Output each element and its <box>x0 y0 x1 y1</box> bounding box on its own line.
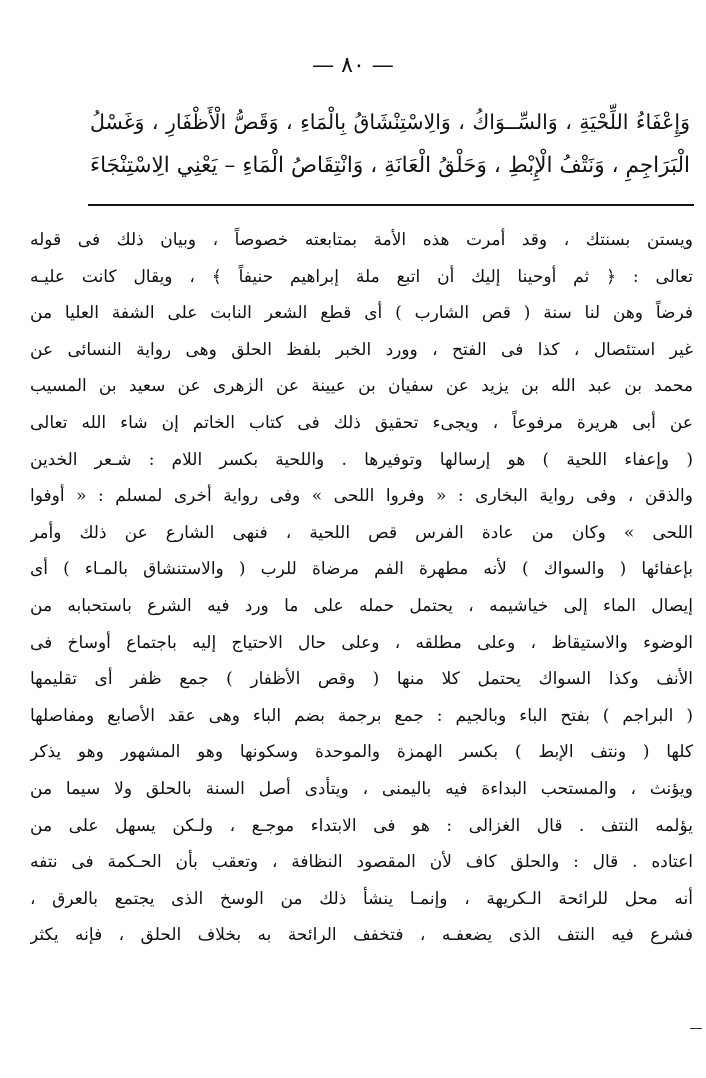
commentary-line: ويستن بسنتك ، وقد أمرت هذه الأمة بمتابعته خصوصاً ، وبيان ذلك فى قوله <box>30 230 693 250</box>
commentary-line: بإعفائها ( والسواك ) لأنه مطهرة الفم مرضاة للرب ( والاستنشاق بالمـاء ) أى <box>30 559 693 580</box>
commentary-text <box>30 222 693 954</box>
commentary-line: يؤلمه النتف . قال الغزالى : هو فى الابتداء موجـع ، ولـكن يسهل على من <box>30 815 693 836</box>
commentary-line: كلها ( ونتف الإبط ) بكسر الهمزة والموحدة وسكونها وهو المشهور وهو يذكر <box>30 742 693 763</box>
commentary-line: والذقن ، وفى رواية البخارى : « وفروا اللحى » وفى رواية أخرى لمسلم : « أوفوا <box>30 486 693 507</box>
commentary-line: ويؤنث ، والمستحب البداءة فيه باليمنى ، ويتأدى أصل السنة بالحلق ولا سيما من <box>30 778 693 799</box>
commentary-line: فشرع فيه النتف الذى يضعفـه ، فتخفف الرائحة به بخلاف الحلق ، فإنه يكثر <box>30 925 693 946</box>
page-number: — ٨٠ — <box>312 53 394 78</box>
hadith-text <box>90 100 690 188</box>
commentary-line: محمد بن عبد الله بن يزيد عن سفيان بن عيينة عن الزهرى عن سعيد بن المسيب <box>30 376 693 397</box>
commentary-line: الوضوء والاستيقاظ ، وعلى مطلقه ، وعلى حال الاحتياج إليه باجتماع أوساخ فى <box>30 632 693 653</box>
hadith-line: وَإِعْفَاءُ اللِّحْيَةِ ، وَالسِّــوَاكُ ، وَالِاسْتِنْشَاقُ بِالْمَاءِ ، وَقَصُّ الْأَظْفَارِ ، وَغَسْلُ <box>90 110 690 134</box>
commentary-line: الأنف وكذا السواك يحتمل كلا منها ( وقص الأظفار ) جمع ظفر أى تقليمها <box>30 669 693 690</box>
commentary-line: فرضاً وهن لنا سنة ( قص الشارب ) أى قطع الشعر النابت على الشفة العليا من <box>30 303 693 324</box>
commentary-line: اللحى » وكان من عادة الفرس قص اللحية ، فنهى الشارع عن ذلك وأمر <box>30 522 693 543</box>
commentary-line: ( البراجم ) بفتح الباء وبالجيم : جمع برجمة بضم الباء وهى عقد الأصابع ومفاصلها <box>30 705 693 726</box>
commentary-line: عن أبى هريرة مرفوعاً ، ويجىء تحقيق ذلك فى كتاب الخاتم إن شاء الله تعالى <box>30 412 693 433</box>
commentary-line: اعتاده . قال : والحلق كاف لأن المقصود النظافة ، وتعقب بأن الحـكمة فى نتفه <box>30 852 693 873</box>
hadith-line: الْبَرَاجِمِ ، وَنَتْفُ الْإِبْطِ ، وَحَلْقُ الْعَانَةِ ، وَانْتِقَاصُ الْمَاءِ – يَعْنِي الِاسْتِنْجَاءَ <box>90 153 690 178</box>
commentary-line: إيصال الماء إلى خياشيمه ، يحتمل حمله على ما ورد فيه الشرع باستحبابه من <box>30 595 693 616</box>
commentary-line: غير استئصال ، كذا فى الفتح ، وورد الخبر بلفظ الحلق وهى رواية النسائى عن <box>30 339 693 360</box>
commentary-line: أنه محل للرائحة الـكريهة ، وإنمـا ينشأ ذلك من الوسخ الذى يجتمع بالعرق ، <box>30 888 693 909</box>
commentary-line: تعالى : ﴿ ثم أوحينا إليك أن اتبع ملة إبراهيم حنيفاً ﴾ ، ويقال كانت عليـه <box>30 266 693 287</box>
scan-edge-mark <box>690 1028 702 1029</box>
commentary-line: ( وإعفاء اللحية ) هو إرسالها وتوفيرها . واللحية بكسر اللام : شـعر الخدين <box>30 449 693 470</box>
section-divider <box>88 204 694 206</box>
